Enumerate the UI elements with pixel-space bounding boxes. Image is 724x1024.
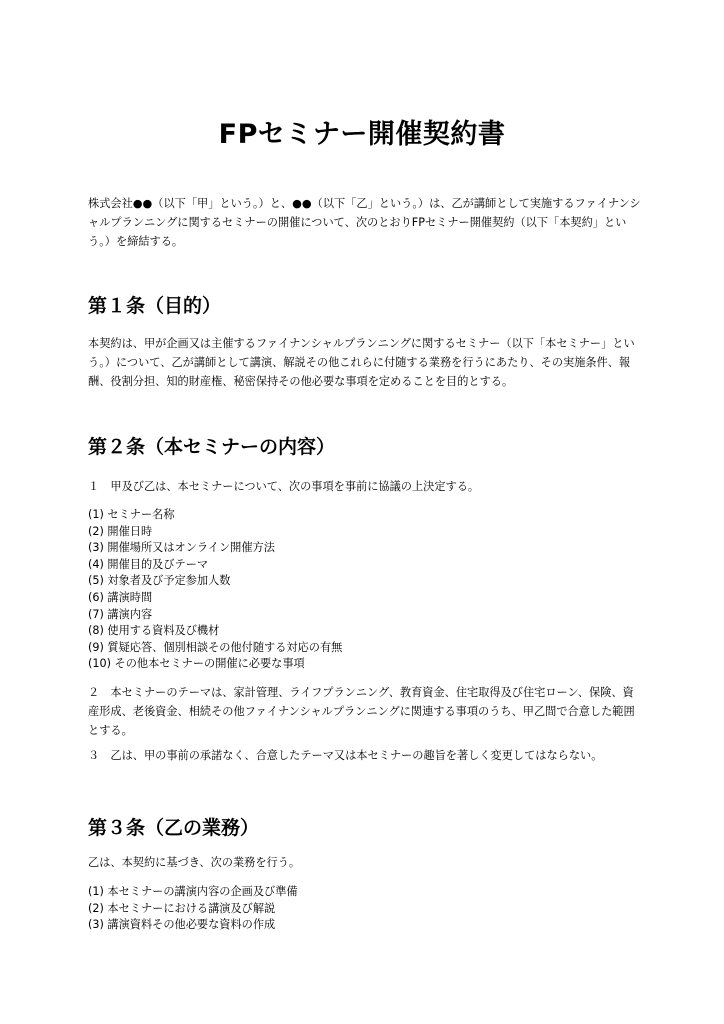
list-item: (8) 使用する資料及び機材 — [88, 624, 220, 638]
article-3-intro-text: 乙は、本契約に基づき、次の業務を行う。 — [88, 856, 301, 869]
list-item: (10) その他本セミナーの開催に必要な事項 — [88, 657, 305, 671]
article-2-para-3-text: ３ 乙は、甲の事前の承諾なく、合意したテーマ又は本セミナーの趣旨を著しく変更してはならない。 — [88, 749, 603, 762]
article-1-heading: 第１条（目的） — [88, 295, 222, 317]
list-item: (3) 開催場所又はオンライン開催方法 — [88, 541, 275, 555]
list-item: (9) 質疑応答、個別相談その他付随する対応の有無 — [88, 640, 343, 654]
list-item: (6) 講演時間 — [88, 590, 153, 604]
article-2-para-2-text: ２ 本セミナーのテーマは、家計管理、ライフプランニング、教育資金、住宅取得及び住宅ローン、保険、資産形成、老後資金、相続その他ファイナンシャルプランニングに関連する事項のうち、甲乙間で合意した範囲とする。 — [88, 686, 635, 737]
preamble-text: 株式会社●●（以下「甲」という。）と、●●（以下「乙」という。）は、乙が講師として実施するファイナンシャルプランニングに関するセミナーの開催について、次のとおりFPセミナー開催契約（以下「本契約」という。）を締結する。 — [88, 197, 641, 248]
preamble — [88, 194, 644, 251]
article-2-paragraph-1 — [88, 477, 644, 496]
article-3-heading: 第３条（乙の業務） — [88, 817, 260, 839]
list-item: (1) セミナー名称 — [88, 508, 175, 521]
article-2-heading: 第２条（本セミナーの内容） — [88, 436, 336, 458]
article-2-paragraph-3 — [88, 746, 644, 765]
article-3-item-list — [88, 884, 644, 934]
article-2-item-list — [88, 507, 644, 673]
list-item: (7) 講演内容 — [88, 607, 153, 621]
list-item: (5) 対象者及び予定参加人数 — [88, 574, 231, 588]
list-item: (2) 本セミナーにおける講演及び解説 — [88, 901, 276, 915]
article-2-para-1-text: １ 甲及び乙は、本セミナーについて、次の事項を事前に協議の上決定する。 — [88, 480, 480, 493]
document-title: FPセミナー開催契約書 — [218, 119, 506, 150]
list-item: (1) 本セミナーの講演内容の企画及び準備 — [88, 885, 298, 898]
article-1-body — [88, 334, 644, 391]
list-item: (3) 講演資料その他必要な資料の作成 — [88, 918, 276, 932]
article-3-intro — [88, 853, 644, 872]
article-1-text: 本契約は、甲が企画又は主催するファイナンシャルプランニングに関するセミナー（以下「本セミナー」という。）について、乙が講師として講演、解説その他これらに付随する業務を行うにあたり、その実施条件、報酬、役割分担、知的財産権、秘密保持その他必要な事項を定めることを目的とする。 — [88, 337, 635, 388]
article-2-paragraph-2 — [88, 683, 644, 740]
list-item: (4) 開催目的及びテーマ — [88, 557, 209, 571]
list-item: (2) 開催日時 — [88, 524, 153, 538]
